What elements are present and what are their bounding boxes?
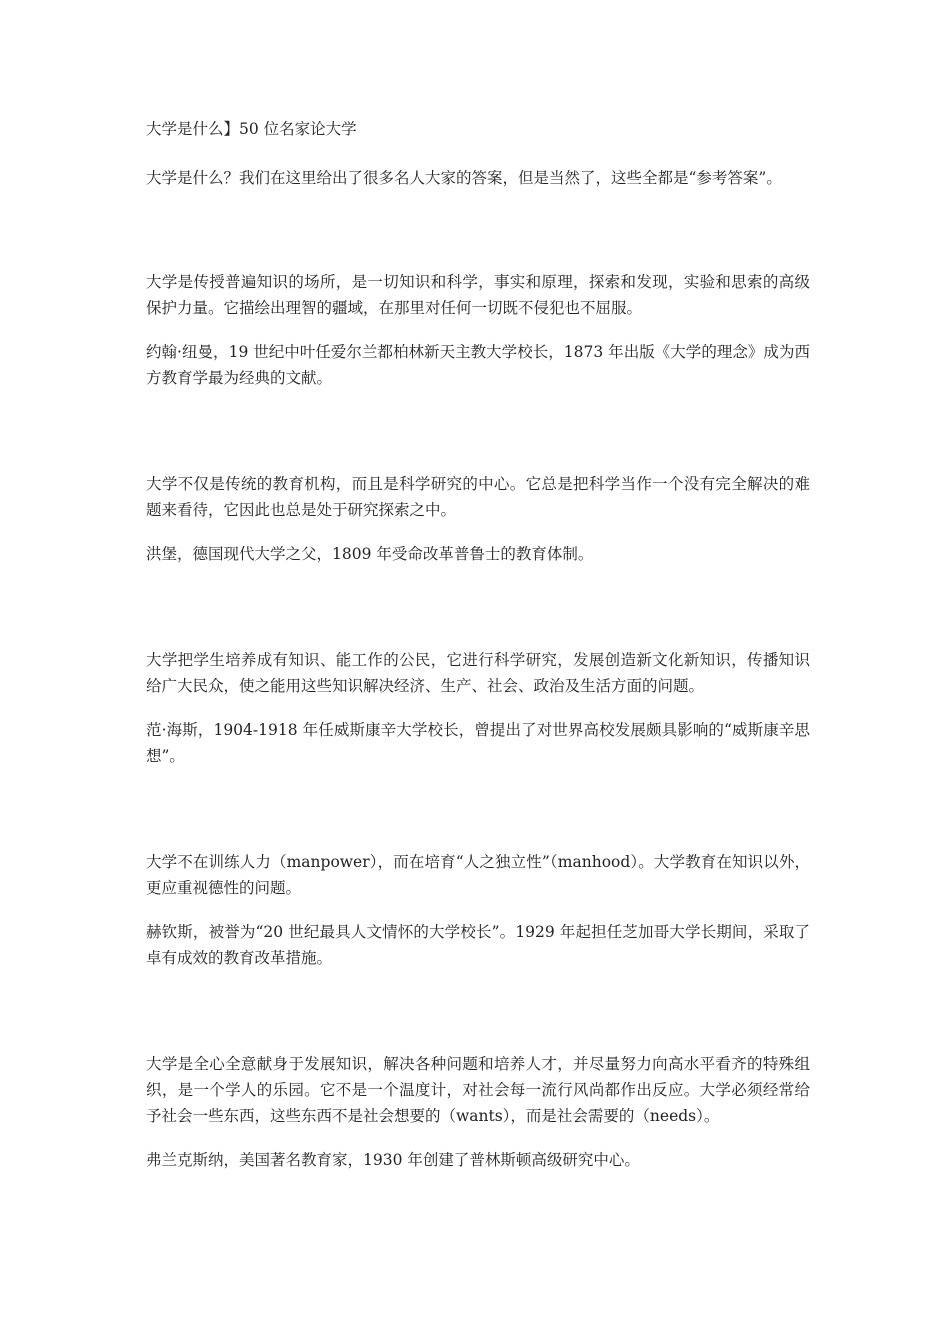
attribution-paragraph-1: 约翰·纽曼，19 世纪中叶任爱尔兰都柏林新天主教大学校长，1873 年出版《大学的理念》成为西方教育学最为经典的文献。 xyxy=(146,343,810,387)
document-title: 大学是什么】50 位名家论大学 xyxy=(146,120,357,138)
document-body xyxy=(146,116,810,1173)
intro-paragraph: 大学是什么？我们在这里给出了很多名人大家的答案，但是当然了，这些全都是“参考答案”。 xyxy=(146,169,782,187)
attribution-paragraph-4: 赫钦斯，被誉为“20 世纪最具人文情怀的大学校长”。1929 年起担任芝加哥大学长期间，采取了卓有成效的教育改革措施。 xyxy=(146,923,810,967)
attribution-paragraph-5: 弗兰克斯纳，美国著名教育家，1930 年创建了普林斯顿高级研究中心。 xyxy=(146,1151,640,1169)
attribution-paragraph-2: 洪堡，德国现代大学之父，1809 年受命改革普鲁士的教育体制。 xyxy=(146,545,594,563)
quote-paragraph-5: 大学是全心全意献身于发展知识，解决各种问题和培养人才，并尽量努力向高水平看齐的特殊组织，是一个学人的乐园。它不是一个温度计，对社会每一流行风尚都作出反应。大学必须经常给予社会一些东西，这些东西不是社会想要的（wants），而是社会需要的（needs）。 xyxy=(146,1055,810,1125)
quote-paragraph-1: 大学是传授普遍知识的场所，是一切知识和科学，事实和原理，探索和发现，实验和思索的高级保护力量。它描绘出理智的疆域，在那里对任何一切既不侵犯也不屈服。 xyxy=(146,273,810,317)
quote-paragraph-4: 大学不在训练人力（manpower），而在培育“人之独立性”（manhood）。大学教育在知识以外，更应重视德性的问题。 xyxy=(146,853,810,897)
quote-paragraph-2: 大学不仅是传统的教育机构，而且是科学研究的中心。它总是把科学当作一个没有完全解决的难题来看待，它因此也总是处于研究探索之中。 xyxy=(146,475,810,519)
attribution-paragraph-3: 范·海斯，1904-1918 年任威斯康辛大学校长，曾提出了对世界高校发展颇具影响的“威斯康辛思想”。 xyxy=(146,721,810,765)
quote-paragraph-3: 大学把学生培养成有知识、能工作的公民，它进行科学研究，发展创造新文化新知识，传播知识给广大民众，使之能用这些知识解决经济、生产、社会、政治及生活方面的问题。 xyxy=(146,651,810,695)
